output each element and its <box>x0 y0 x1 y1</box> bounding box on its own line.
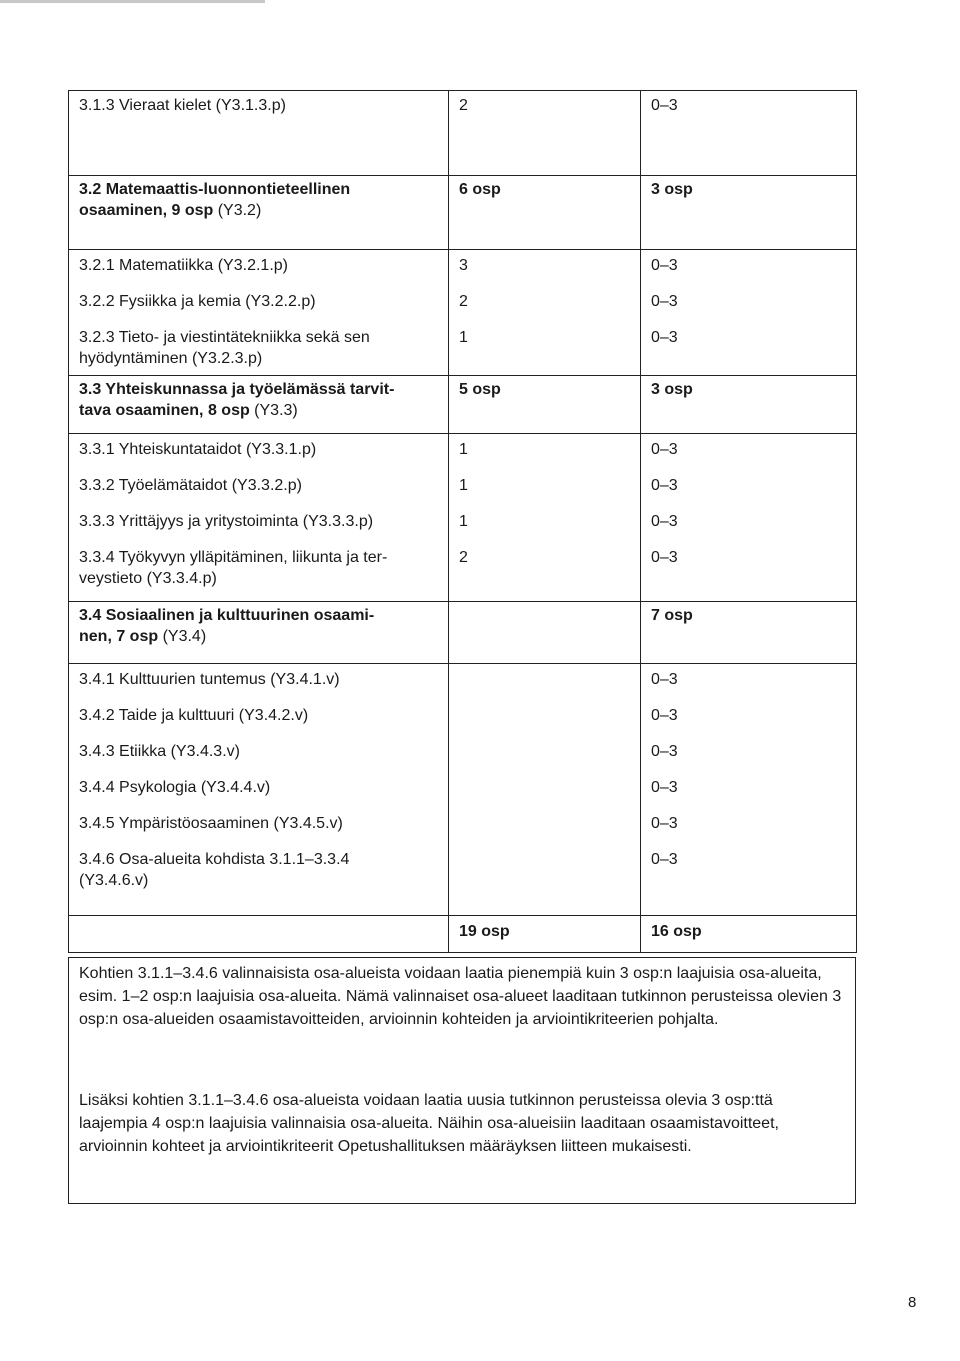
osp-cell <box>449 736 641 772</box>
range-cell: 0–3 <box>641 434 857 470</box>
unit-name-cell: 3.2 Matemaattis-luonnontieteellinen osaaminen, 9 osp (Y3.2) <box>69 176 449 250</box>
table-row <box>69 250 857 286</box>
range-cell: 0–3 <box>641 322 857 376</box>
osp-cell <box>449 844 641 916</box>
osp-cell: 1 <box>449 434 641 470</box>
range-cell: 0–3 <box>641 286 857 322</box>
osp-cell <box>449 808 641 844</box>
unit-name-cell: 3.1.3 Vieraat kielet (Y3.1.3.p) <box>69 91 449 176</box>
range-cell: 0–3 <box>641 506 857 542</box>
table-row <box>69 434 857 470</box>
osp-cell <box>449 772 641 808</box>
range-cell: 0–3 <box>641 736 857 772</box>
unit-name-cell: 3.3.3 Yrittäjyys ja yritystoiminta (Y3.3.3.p) <box>69 506 449 542</box>
total-osp-cell: 19 osp <box>449 916 641 953</box>
osp-cell: 2 <box>449 286 641 322</box>
study-units-table <box>68 90 857 953</box>
osp-cell <box>449 602 641 664</box>
range-cell: 0–3 <box>641 91 857 176</box>
table-row <box>69 506 857 542</box>
unit-name-cell: 3.4.4 Psykologia (Y3.4.4.v) <box>69 772 449 808</box>
top-edge-line <box>0 0 265 3</box>
table-row <box>69 542 857 602</box>
range-cell: 0–3 <box>641 664 857 700</box>
table-row <box>69 700 857 736</box>
unit-name-cell: 3.3 Yhteiskunnassa ja työelämässä tarvit- tava osaaminen, 8 osp (Y3.3) <box>69 376 449 434</box>
table-row <box>69 602 857 664</box>
table-row <box>69 91 857 176</box>
totals-label-cell <box>69 916 449 953</box>
range-cell: 7 osp <box>641 602 857 664</box>
table-row <box>69 470 857 506</box>
table-row <box>69 736 857 772</box>
totals-row <box>69 916 857 953</box>
unit-name-cell: 3.3.4 Työkyvyn ylläpitäminen, liikunta ja ter- veystieto (Y3.3.4.p) <box>69 542 449 602</box>
range-cell: 0–3 <box>641 542 857 602</box>
unit-name-cell: 3.4.2 Taide ja kulttuuri (Y3.4.2.v) <box>69 700 449 736</box>
table-row <box>69 322 857 376</box>
osp-cell: 1 <box>449 322 641 376</box>
osp-cell: 2 <box>449 542 641 602</box>
range-cell: 0–3 <box>641 808 857 844</box>
unit-name-cell: 3.4.3 Etiikka (Y3.4.3.v) <box>69 736 449 772</box>
total-range-cell: 16 osp <box>641 916 857 953</box>
unit-name-cell: 3.2.3 Tieto- ja viestintätekniikka sekä sen hyödyntäminen (Y3.2.3.p) <box>69 322 449 376</box>
table-row <box>69 664 857 700</box>
osp-cell: 1 <box>449 506 641 542</box>
unit-name-cell: 3.3.2 Työelämätaidot (Y3.3.2.p) <box>69 470 449 506</box>
unit-name-cell: 3.3.1 Yhteiskuntataidot (Y3.3.1.p) <box>69 434 449 470</box>
osp-cell <box>449 700 641 736</box>
page-number: 8 <box>908 1294 917 1311</box>
unit-name-cell: 3.4.5 Ympäristöosaaminen (Y3.4.5.v) <box>69 808 449 844</box>
osp-cell: 1 <box>449 470 641 506</box>
table-row <box>69 176 857 250</box>
osp-cell: 5 osp <box>449 376 641 434</box>
note-box <box>68 957 856 1204</box>
osp-cell: 3 <box>449 250 641 286</box>
range-cell: 3 osp <box>641 176 857 250</box>
unit-name-cell: 3.4 Sosiaalinen ja kulttuurinen osaami- nen, 7 osp (Y3.4) <box>69 602 449 664</box>
unit-name-cell: 3.2.1 Matematiikka (Y3.2.1.p) <box>69 250 449 286</box>
table-row <box>69 772 857 808</box>
osp-cell <box>449 664 641 700</box>
range-cell: 0–3 <box>641 250 857 286</box>
range-cell: 0–3 <box>641 700 857 736</box>
table-row <box>69 376 857 434</box>
osp-cell: 6 osp <box>449 176 641 250</box>
range-cell: 0–3 <box>641 844 857 916</box>
note-paragraph-2: Lisäksi kohtien 3.1.1–3.4.6 osa-alueista voidaan laatia uusia tutkinnon perusteissa olevia 3 osp:ttä laajempia 4 osp:n laajuisia valinnaisia osa-alueita. Näihin osa-alueisiin laaditaan osaamistavoitteet, arvioinnin kohteet ja arviointikriteerit Opetushallituksen määräyksen liitteen mukaisesti. <box>79 1092 779 1155</box>
table-row <box>69 286 857 322</box>
range-cell: 0–3 <box>641 470 857 506</box>
note-paragraph-1: Kohtien 3.1.1–3.4.6 valinnaisista osa-alueista voidaan laatia pienempiä kuin 3 osp:n laajuisia osa-alueita, esim. 1–2 osp:n laajuisia osa-alueita. Nämä valinnaiset osa-alueet laaditaan tutkinnon perusteissa olevien 3 osp:n osa-alueiden osaamistavoitteiden, arvioinnin kohteiden ja arviointikriteerien pohjalta. <box>79 965 842 1028</box>
range-cell: 0–3 <box>641 772 857 808</box>
table-row <box>69 844 857 916</box>
osp-cell: 2 <box>449 91 641 176</box>
range-cell: 3 osp <box>641 376 857 434</box>
unit-name-cell: 3.4.1 Kulttuurien tuntemus (Y3.4.1.v) <box>69 664 449 700</box>
unit-name-cell: 3.4.6 Osa-alueita kohdista 3.1.1–3.3.4 (Y3.4.6.v) <box>69 844 449 916</box>
table-row <box>69 808 857 844</box>
unit-name-cell: 3.2.2 Fysiikka ja kemia (Y3.2.2.p) <box>69 286 449 322</box>
